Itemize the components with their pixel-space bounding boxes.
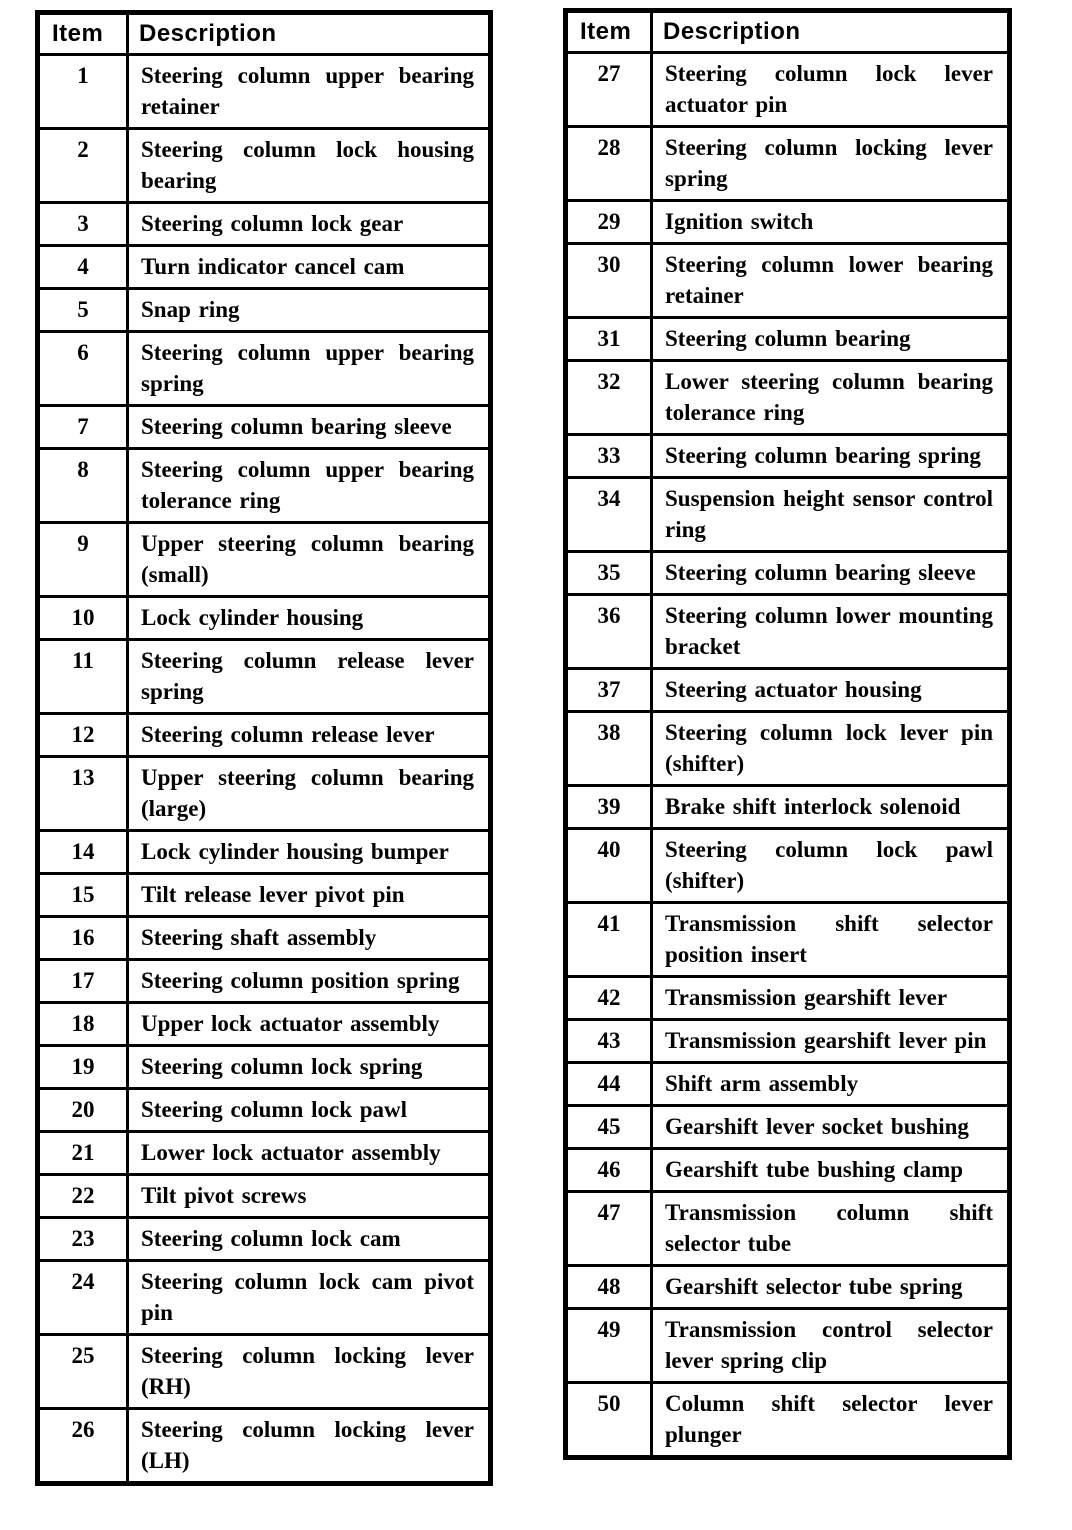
item-description: Suspension height sensor control ring	[652, 478, 1010, 552]
table-row	[38, 960, 491, 1003]
table-row	[38, 757, 491, 831]
table-row	[566, 201, 1010, 244]
table-row	[38, 1335, 491, 1409]
item-number: 7	[38, 406, 128, 449]
table-row	[38, 246, 491, 289]
item-number: 19	[38, 1046, 128, 1089]
table-row	[38, 1132, 491, 1175]
item-number: 29	[566, 201, 652, 244]
table-row	[38, 714, 491, 757]
table-row	[566, 977, 1010, 1020]
item-description: Steering column locking lever (RH)	[128, 1335, 491, 1409]
item-number: 45	[566, 1106, 652, 1149]
item-number: 2	[38, 129, 128, 203]
item-number: 10	[38, 597, 128, 640]
item-number: 23	[38, 1218, 128, 1261]
header-row	[38, 13, 491, 55]
item-number: 32	[566, 361, 652, 435]
item-number: 48	[566, 1266, 652, 1309]
item-description: Steering column locking lever spring	[652, 127, 1010, 201]
table-row	[38, 1409, 491, 1484]
item-number: 31	[566, 318, 652, 361]
table-row	[566, 669, 1010, 712]
item-number: 26	[38, 1409, 128, 1484]
table-row	[38, 1261, 491, 1335]
item-number: 38	[566, 712, 652, 786]
item-number: 43	[566, 1020, 652, 1063]
item-description: Steering column lock lever actuator pin	[652, 53, 1010, 127]
table-header	[38, 13, 491, 55]
item-number: 16	[38, 917, 128, 960]
item-number: 17	[38, 960, 128, 1003]
table-row	[38, 1089, 491, 1132]
parts-table-items-1-26	[35, 10, 493, 1486]
item-number: 44	[566, 1063, 652, 1106]
item-number: 8	[38, 449, 128, 523]
item-description: Gearshift lever socket bushing	[652, 1106, 1010, 1149]
item-number: 27	[566, 53, 652, 127]
item-description: Steering column lock spring	[128, 1046, 491, 1089]
table-header	[566, 11, 1010, 53]
item-description: Steering column lock gear	[128, 203, 491, 246]
table-row	[38, 289, 491, 332]
item-number: 41	[566, 903, 652, 977]
description-column-header: Description	[652, 11, 1010, 53]
item-number: 6	[38, 332, 128, 406]
item-column-header: Item	[38, 13, 128, 55]
item-description: Steering column bearing sleeve	[652, 552, 1010, 595]
item-description: Steering column bearing sleeve	[128, 406, 491, 449]
item-description: Tilt pivot screws	[128, 1175, 491, 1218]
item-description: Steering column bearing spring	[652, 435, 1010, 478]
table-row	[566, 1383, 1010, 1458]
item-description: Steering column upper bearing tolerance ring	[128, 449, 491, 523]
table-row	[566, 127, 1010, 201]
table-row	[566, 1266, 1010, 1309]
item-number: 15	[38, 874, 128, 917]
table-body	[566, 53, 1010, 1458]
item-description: Steering column lock cam	[128, 1218, 491, 1261]
table-row	[566, 1106, 1010, 1149]
item-number: 14	[38, 831, 128, 874]
item-description: Brake shift interlock solenoid	[652, 786, 1010, 829]
item-description: Upper steering column bearing (large)	[128, 757, 491, 831]
item-number: 22	[38, 1175, 128, 1218]
item-description: Steering shaft assembly	[128, 917, 491, 960]
item-description: Steering column lock lever pin (shifter)	[652, 712, 1010, 786]
item-number: 18	[38, 1003, 128, 1046]
table-row	[38, 332, 491, 406]
item-description: Lower lock actuator assembly	[128, 1132, 491, 1175]
parts-table-items-27-50	[563, 8, 1012, 1460]
table-row	[566, 361, 1010, 435]
item-description: Lower steering column bearing tolerance ring	[652, 361, 1010, 435]
item-description: Turn indicator cancel cam	[128, 246, 491, 289]
table-row	[38, 203, 491, 246]
item-number: 9	[38, 523, 128, 597]
item-number: 50	[566, 1383, 652, 1458]
item-number: 46	[566, 1149, 652, 1192]
item-number: 39	[566, 786, 652, 829]
table-row	[566, 829, 1010, 903]
item-number: 42	[566, 977, 652, 1020]
item-description: Steering column bearing	[652, 318, 1010, 361]
item-description: Steering column position spring	[128, 960, 491, 1003]
table-row	[38, 831, 491, 874]
item-description: Transmission gearshift lever pin	[652, 1020, 1010, 1063]
item-number: 40	[566, 829, 652, 903]
item-number: 24	[38, 1261, 128, 1335]
item-number: 21	[38, 1132, 128, 1175]
item-number: 35	[566, 552, 652, 595]
item-description: Upper steering column bearing (small)	[128, 523, 491, 597]
item-number: 47	[566, 1192, 652, 1266]
item-number: 34	[566, 478, 652, 552]
item-description: Tilt release lever pivot pin	[128, 874, 491, 917]
table-row	[38, 640, 491, 714]
item-number: 30	[566, 244, 652, 318]
item-number: 36	[566, 595, 652, 669]
description-column-header: Description	[128, 13, 491, 55]
table-row	[38, 55, 491, 129]
item-description: Transmission control selector lever spring clip	[652, 1309, 1010, 1383]
table-row	[38, 1046, 491, 1089]
item-description: Steering column upper bearing retainer	[128, 55, 491, 129]
item-description: Steering column lock housing bearing	[128, 129, 491, 203]
table-row	[566, 552, 1010, 595]
item-description: Steering column lock pawl	[128, 1089, 491, 1132]
item-number: 1	[38, 55, 128, 129]
item-description: Snap ring	[128, 289, 491, 332]
item-number: 4	[38, 246, 128, 289]
table-row	[566, 786, 1010, 829]
item-description: Transmission shift selector position insert	[652, 903, 1010, 977]
item-number: 12	[38, 714, 128, 757]
table-row	[38, 523, 491, 597]
table-row	[566, 1149, 1010, 1192]
item-description: Steering column release lever spring	[128, 640, 491, 714]
item-description: Lock cylinder housing	[128, 597, 491, 640]
table-row	[566, 712, 1010, 786]
table-body	[38, 55, 491, 1484]
item-number: 5	[38, 289, 128, 332]
table-row	[566, 435, 1010, 478]
table-row	[566, 53, 1010, 127]
item-number: 20	[38, 1089, 128, 1132]
item-description: Gearshift tube bushing clamp	[652, 1149, 1010, 1192]
item-description: Steering column release lever	[128, 714, 491, 757]
item-description: Shift arm assembly	[652, 1063, 1010, 1106]
item-number: 33	[566, 435, 652, 478]
item-description: Ignition switch	[652, 201, 1010, 244]
table-row	[38, 597, 491, 640]
item-description: Steering column upper bearing spring	[128, 332, 491, 406]
table-row	[38, 1003, 491, 1046]
table-row	[566, 244, 1010, 318]
table-row	[566, 595, 1010, 669]
item-description: Steering column lower bearing retainer	[652, 244, 1010, 318]
header-row	[566, 11, 1010, 53]
table-row	[38, 917, 491, 960]
item-column-header: Item	[566, 11, 652, 53]
table-row	[566, 1192, 1010, 1266]
table-row	[38, 449, 491, 523]
table-row	[38, 874, 491, 917]
item-description: Upper lock actuator assembly	[128, 1003, 491, 1046]
table-row	[566, 1063, 1010, 1106]
item-description: Steering actuator housing	[652, 669, 1010, 712]
table-row	[38, 1175, 491, 1218]
item-number: 13	[38, 757, 128, 831]
item-number: 28	[566, 127, 652, 201]
item-description: Column shift selector lever plunger	[652, 1383, 1010, 1458]
table-row	[38, 1218, 491, 1261]
item-number: 37	[566, 669, 652, 712]
table-row	[566, 478, 1010, 552]
item-description: Steering column lower mounting bracket	[652, 595, 1010, 669]
item-number: 3	[38, 203, 128, 246]
item-description: Steering column lock pawl (shifter)	[652, 829, 1010, 903]
item-description: Steering column lock cam pivot pin	[128, 1261, 491, 1335]
item-description: Gearshift selector tube spring	[652, 1266, 1010, 1309]
item-description: Lock cylinder housing bumper	[128, 831, 491, 874]
item-description: Transmission gearshift lever	[652, 977, 1010, 1020]
item-number: 49	[566, 1309, 652, 1383]
table-row	[566, 1020, 1010, 1063]
table-row	[566, 318, 1010, 361]
item-description: Steering column locking lever (LH)	[128, 1409, 491, 1484]
item-number: 11	[38, 640, 128, 714]
table-row	[38, 406, 491, 449]
table-row	[566, 1309, 1010, 1383]
table-row	[38, 129, 491, 203]
item-description: Transmission column shift selector tube	[652, 1192, 1010, 1266]
table-row	[566, 903, 1010, 977]
item-number: 25	[38, 1335, 128, 1409]
